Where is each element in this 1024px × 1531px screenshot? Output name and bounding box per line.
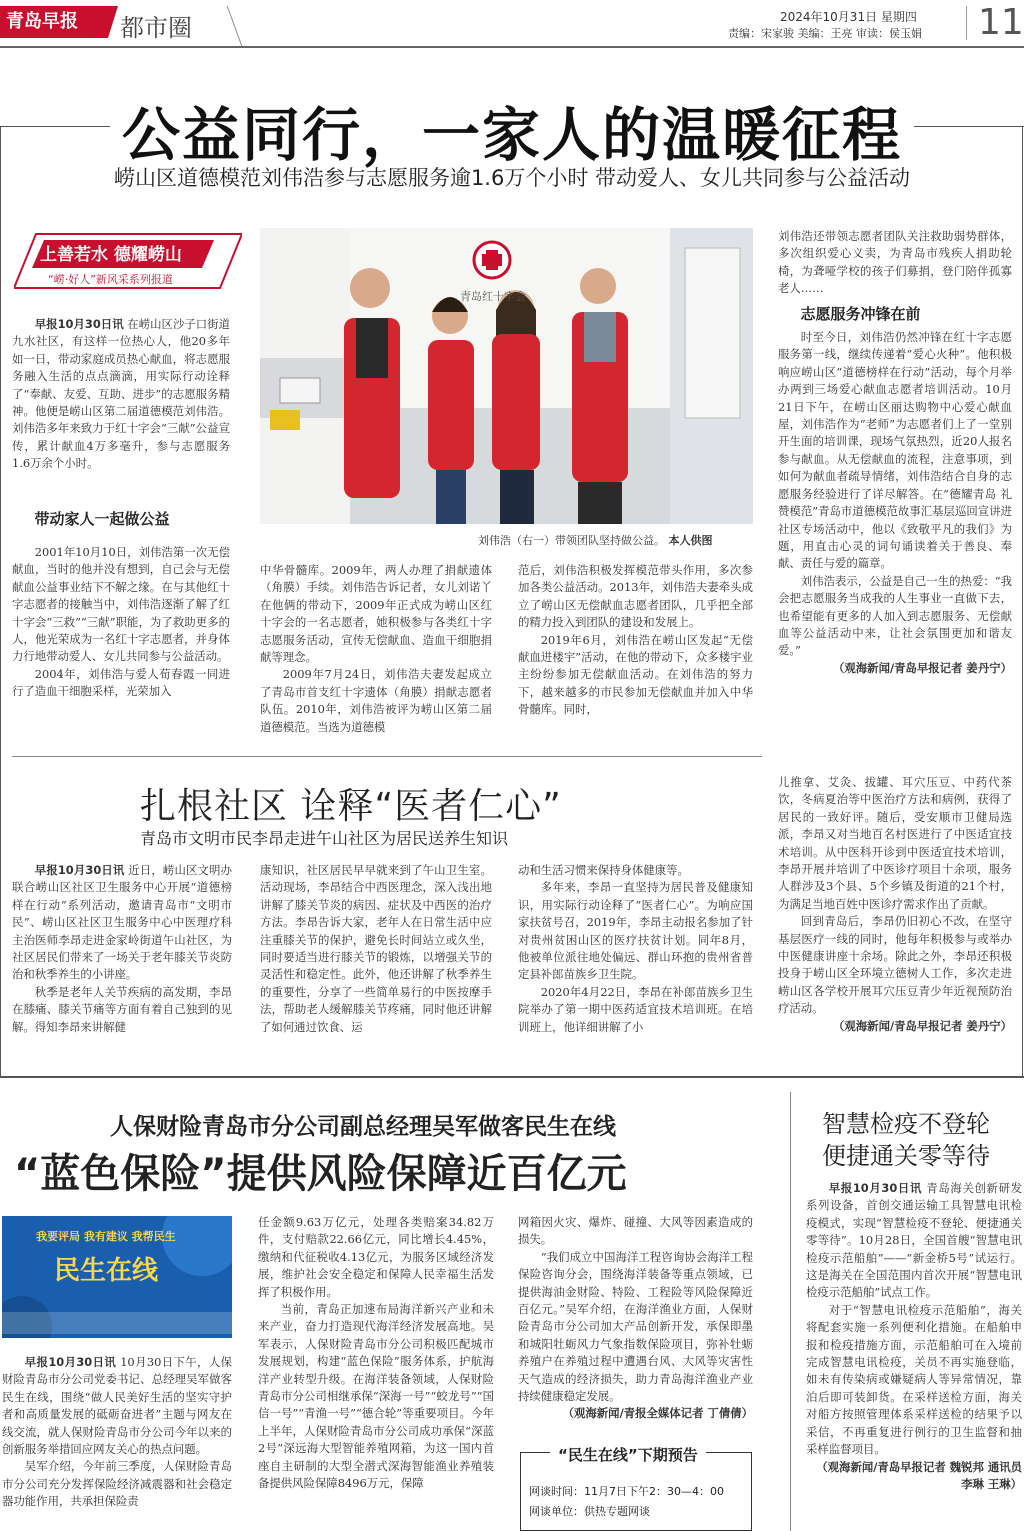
article2-paragraph: 儿推拿、艾灸、拔罐、耳穴压豆、中药代茶饮，冬病夏治等中医治疗方法和病例，获得了居民的一致好评。随后，受安顺市卫健局选派，李昂又对当地百名村医进行了中医适宜技术培训。从中医科开诊到中医适宜技术培训，李昂开展并培训了中医诊疗项目十余项，服务人群涉及3个县、5个乡镇及街道的21个村，为满足当地百姓中医诊疗需求作出了贡献。 — [778, 775, 1012, 911]
article1-paragraph: 2004年，刘伟浩与爱人荀春霞一同进行了造血干细胞采样，光荣加入 — [12, 666, 230, 699]
article2-paragraph: 秋季是老年人关节疾病的高发期，李昂在膝痛、膝关节痛等方面有着自己独到的见解。得知李昂来讲解健 — [12, 984, 232, 1034]
article1-column-1 — [12, 316, 230, 498]
article2-top-rule — [12, 756, 762, 757]
article3-paragraph: 吴军介绍，今年前三季度，人保财险青岛市分公司充分发挥保险经济减震器和社会稳定器功能作用，共承担保险责 — [2, 1459, 232, 1509]
article2-subheadline: 青岛市文明市民李昂走进午山社区为居民送养生知识 — [140, 829, 509, 848]
article4-headline-line2: 便捷通关零等待 — [822, 1142, 990, 1170]
article1-paragraph: 在崂山区沙子口街道九水社区，有这样一位热心人，他20多年如一日，带动家庭成员热心献血，将志愿服务融入生活的点点滴滴，用实际行动诠释了“奉献、友爱、互助、进步”的志愿服务精神。他便是崂山区第二届道德模范刘伟浩。刘伟浩多年来致力于红十字会“三献”公益宣传，累计献血4万多毫升，参与志愿服务1.6万余个小时。 — [12, 317, 230, 471]
article1-dateline: 早报10月30日讯 — [34, 317, 124, 331]
headline-rule-right — [914, 126, 1024, 127]
main-subheadline: 崂山区道德模范刘伟浩参与志愿服务逾1.6万个小时 带动爱人、女儿共同参与公益活动 — [113, 166, 911, 190]
banner-tagline: 我要评局 我有建议 我帮民生 — [36, 1230, 176, 1243]
photo-caption-text: 刘伟浩（右一）带领团队坚持做公益。 — [478, 534, 665, 547]
article3-dateline: 早报10月30日讯 — [24, 1355, 117, 1369]
article1-column-4 — [518, 562, 753, 738]
article1-column-2 — [12, 544, 230, 738]
article1-paragraph: 2019年6月，刘伟浩在崂山区发起“无偿献血进楼宇”活动，在他的带动下，众多楼宇业主纷纷参加无偿献血活动。在刘伟浩的努力下，越来越多的市民参加无偿献血并加入中华骨髓库。同时， — [518, 632, 753, 717]
article2-column-2 — [260, 862, 492, 1058]
preview-unit: 网谈单位：供热专题网谈 — [529, 1505, 650, 1518]
right-frame-rule — [1022, 126, 1023, 1076]
article3-column-1 — [2, 1354, 232, 1531]
article1-column-5 — [778, 228, 1012, 740]
headline-rule-left — [0, 126, 110, 127]
article2-paragraph: 2020年4月22日，李昂在补郎苗族乡卫生院举办了第一期中医药适宜技术培训班。在培训班上，他详细讲解了小 — [518, 984, 753, 1034]
article2-headline: 扎根社区 诠释“医者仁心” — [140, 786, 562, 827]
article4-paragraph: 对于“智慧电讯检疫示范船舶”，海关将配套实施一系列便利化措施。在船舶申报和检疫措施方面，示范船舶可在入境前完成智慧电讯检疫，关员不再实施登临，如未有传染病或嫌疑病人等异常情况，靠泊后即可装卸货。在采样送检方面，海关对船方按照管理体系采样送检的结果予以采信，不再重复进行例行的卫生监督和抽采样监督项目。 — [806, 1302, 1022, 1457]
article4-byline: （观海新闻/青岛早报记者 魏锐邦 通讯员 李琳 王琳） — [816, 1459, 1022, 1491]
article3-paragraph: 10月30日下午，人保财险青岛市分公司党委书记、总经理吴军做客民生在线，围绕“做人民美好生活的坚实守护者和高质量发展的砥砺奋进者”主题与网友在线交流，就人保财险青岛市分公司今年以来的创新服务举措回应网友关心的热点问题。 — [2, 1355, 232, 1457]
article2-byline: （观海新闻/青岛早报记者 姜丹宁） — [833, 1018, 1012, 1033]
article2-paragraph: 回到青岛后，李昂仍旧初心不改，在坚守基层医疗一线的同时，他每年积极参与或举办中医健康讲座十余场。除此之外，李昂还积极投身于崂山区全环境立德树人工作，多次走进崂山区各学校开展耳穴压豆青少年近视预防治疗活动。 — [778, 914, 1012, 1016]
article1-paragraph: 刘伟浩表示，公益是自己一生的热爱：“我会把志愿服务当成我的人生事业一直做下去，也希望能有更多的人加入到志愿服务、无偿献血等公益活动中来，让社会氛围更加和谐友爱。” — [778, 573, 1012, 658]
section-divider-rule — [0, 1076, 1024, 1078]
section-name: 都市圈 — [120, 14, 192, 42]
article2-column-3 — [518, 862, 753, 1058]
article2-dateline: 早报10月30日讯 — [34, 863, 125, 877]
series-badge — [14, 232, 242, 290]
photo-sign-text: 青岛红十字会 — [460, 290, 526, 303]
preview-time: 网谈时间：11月7日下午2：30—4：00 — [529, 1485, 724, 1498]
section-divider — [198, 6, 243, 46]
article2-paragraph: 动和生活习惯来保持身体健康等。 — [518, 863, 689, 877]
issue-date: 2024年10月31日 星期四 — [780, 10, 917, 24]
page-num-divider — [966, 6, 967, 40]
article4-headline-line1: 智慧检疫不登轮 — [822, 1110, 990, 1138]
article2-column-4 — [778, 774, 1012, 1060]
article3-paragraph: 网箱因火灾、爆炸、碰撞、大风等因素造成的损失。 — [518, 1215, 753, 1247]
article4-paragraph: 青岛海关创新研发系列设备，首创交通运输工具智慧电讯检疫模式，实现“智慧检疫不登轮、便捷通关零等待”。10月28日，全国首艘“智慧电讯检疫示范船舶”——“新金桥5号”试运行。这是海关在全国范围内首次开展“智慧电讯检疫示范船舶”试点工作。 — [806, 1181, 1022, 1300]
article1-subhead-volunteer: 志愿服务冲锋在前 — [800, 304, 921, 323]
article1-paragraph: 时至今日，刘伟浩仍然冲锋在红十字志愿服务第一线，继续传递着“爱心火种”。他积极响应崂山区“道德榜样在行动”活动，每个月举办两到三场爱心献血志愿者培训活动。10月21日下午，在崂山区丽达购物中心爱心献血屋，刘伟浩作为“老师”为志愿者们上了一堂别开生面的培训课，现场气氛热烈，近20人报名参与献血。从无偿献血的流程，注意事项，到如何为献血者疏导情绪，刘伟浩结合自身的志愿服务经验进行了详尽解答。在“德耀青岛 礼赞模范”青岛市道德模范故事汇基层巡回宣讲进社区专场活动中，他以《致敬平凡的我们》为题，用直击心灵的词句诵读着关于善良、奉献、责任与爱的篇章。 — [778, 330, 1012, 571]
volunteers-photo-illustration — [260, 228, 753, 524]
main-headline: 公益同行，一家人的温暖征程 — [121, 101, 902, 169]
photo-credit: 本人供图 — [668, 534, 713, 547]
article1-paragraph: 刘伟浩还带领志愿者团队关注救助弱势群体，多次组织爱心义卖，为青岛市残疾人捐助轮椅，为聋哑学校的孩子们募捐，登门陪伴孤寡老人…… — [778, 229, 1012, 296]
masthead — [0, 0, 1024, 50]
series-badge-subtitle: “崂·好人”新风采系列报道 — [48, 273, 173, 286]
article1-column-3 — [260, 562, 492, 738]
article3-paragraph: “我们成立中国海洋工程咨询协会海洋工程保险咨询分会，围绕海洋装备等重点领域，已提供海油金财险、特险、工程险等风险保障近百亿元。”吴军介绍，在海洋渔业方面，人保财险青岛市分公司加大产品创新开发，承保即墨和城阳牡蛎风力气象指数保险项目，弥补牡蛎养殖户在养殖过程中遭遇台风、大风等灾害性天气造成的经济损失，助力青岛海洋渔业产业持续健康稳定发展。 — [518, 1249, 753, 1404]
series-badge-title: 上善若水 德耀崂山 — [40, 245, 182, 265]
article3-kicker: 人保财险青岛市分公司副总经理吴军做客民生在线 — [110, 1114, 616, 1140]
article2-column-1 — [12, 862, 232, 1058]
logo-slant — [108, 6, 118, 38]
article4-dateline: 早报10月30日讯 — [828, 1181, 923, 1195]
article3-4-divider — [790, 1092, 791, 1531]
article3-paragraph: 任金额9.63万亿元，处理各类赔案34.82万件，支付赔款22.66亿元，同比增长4.45%，缴纳和代征税收4.13亿元，为服务区域经济发展，维护社会安全稳定和保障人民幸福生活发挥了积极作用。 — [258, 1215, 494, 1299]
article3-column-2 — [258, 1214, 494, 1531]
article4-headline — [822, 1108, 990, 1172]
article3-byline: （观海新闻/青报全媒体记者 丁倩倩） — [562, 1406, 753, 1421]
newspaper-logo: 青岛早报 — [0, 6, 108, 38]
minsheng-online-banner — [2, 1216, 232, 1338]
article1-paragraph: 中华骨髓库。2009年，两人办理了捐献遗体（角膜）手续。刘伟浩告诉记者，女儿刘诺丫在他俩的带动下，2009年正式成为崂山区红十字会的一名志愿者，她积极参与各类红十字志愿服务活动，宣传无偿献血、造血干细胞捐献等理念。 — [260, 563, 492, 665]
article3-paragraph: 当前，青岛正加速布局海洋新兴产业和未来产业，奋力打造现代海洋经济发展高地。吴军表示，人保财险青岛市分公司积极匹配城市发展规划，构建“蓝色保险”服务体系，护航海洋产业转型升级。在海洋装备领域，人保财险青岛市分公司相继承保“深海一号”“蛟龙号”“国信一号”“青渔一号”“德合轮”等重要项目。今年上半年，人保财险青岛市分公司成功承保“深蓝2号”深远海大型智能养殖网箱，为这一国内首座自主研制的大型全潜式深海智能渔业养殖装备提供风险保障8496万元，保障 — [258, 1302, 494, 1491]
article4-column — [806, 1180, 1022, 1531]
volunteers-photo — [260, 228, 753, 524]
article3-headline: “蓝色保险”提供风险保障近百亿元 — [14, 1151, 627, 1197]
article2-paragraph: 多年来，李昂一直坚持为居民普及健康知识，用实际行动诠释了“医者仁心”。为响应国家扶贫号召，2019年，李昂主动报名参加了针对贵州贫困山区的医疗扶贫计划。同年8月，他被单位派往地处偏远、群山环抱的贵州省普定县补郎苗族乡卫生院。 — [518, 880, 753, 982]
article1-paragraph: 2001年10月10日，刘伟浩第一次无偿献血，当时的他并没有想到，自己会与无偿献血公益事业结下不解之缘。在与其他红十字志愿者的接触当中，刘伟浩逐渐了解了红十字会“三救”“三献”职能，为了救助更多的人，他光荣成为一名红十字志愿者，并身体力行地带动爱人、女儿共同参与公益活动。 — [12, 545, 230, 664]
masthead-rule — [0, 46, 1024, 48]
article1-paragraph: 2009年7月24日，刘伟浩夫妻发起成立了青岛市首支红十字遗体（角膜）捐献志愿者队伍。2010年，刘伟浩被评为崂山区第二届道德模范。当选为道德模 — [260, 667, 492, 734]
article2-paragraph: 近日，崂山区文明办联合崂山区社区卫生服务中心开展“道德榜样在行动”系列活动，邀请青岛市“文明市民”、崂山区社区卫生服务中心中医理疗科主治医师李昂走进金家岭街道午山社区，为社区居民们带来了一场关于老年膝关节炎防治和秋季养生的小讲座。 — [12, 863, 232, 982]
article1-subhead-family: 带动家人一起做公益 — [34, 510, 170, 528]
article1-byline: （观海新闻/青岛早报记者 姜丹宁） — [833, 660, 1012, 675]
preview-title: “民生在线”下期预告 — [550, 1444, 706, 1465]
page-number: 11 — [978, 2, 1024, 43]
editor-credits: 责编：宋家骏 美编：王亮 审读：侯玉娟 — [728, 27, 922, 40]
photo-caption — [478, 532, 713, 548]
left-frame-rule — [0, 126, 1, 1076]
article1-paragraph: 范后，刘伟浩积极发挥模范带头作用，多次参加各类公益活动。2013年，刘伟浩夫妻牵头成立了崂山区无偿献血志愿者团队，几乎把全部的精力投入到团队的建设和发展上。 — [518, 563, 753, 630]
banner-title: 民生在线 — [54, 1256, 159, 1286]
article2-paragraph: 康知识，社区居民早早就来到了午山卫生室。活动现场，李昂结合中西医理念，深入浅出地讲解了膝关节炎的病因、症状及中西医的治疗方法。李昂告诉大家，老年人在日常生活中应注重膝关节的保护，避免长时间站立或久坐，同时要适当进行膝关节的锻炼，以增强关节的灵活性和稳定性。此外，他还讲解了秋季养生的重要性，分享了一些简单易行的中医按摩手法，帮助老人缓解膝关节疼痛，同时他还讲解了如何通过饮食、运 — [260, 863, 492, 1034]
article3-column-3 — [518, 1214, 753, 1442]
